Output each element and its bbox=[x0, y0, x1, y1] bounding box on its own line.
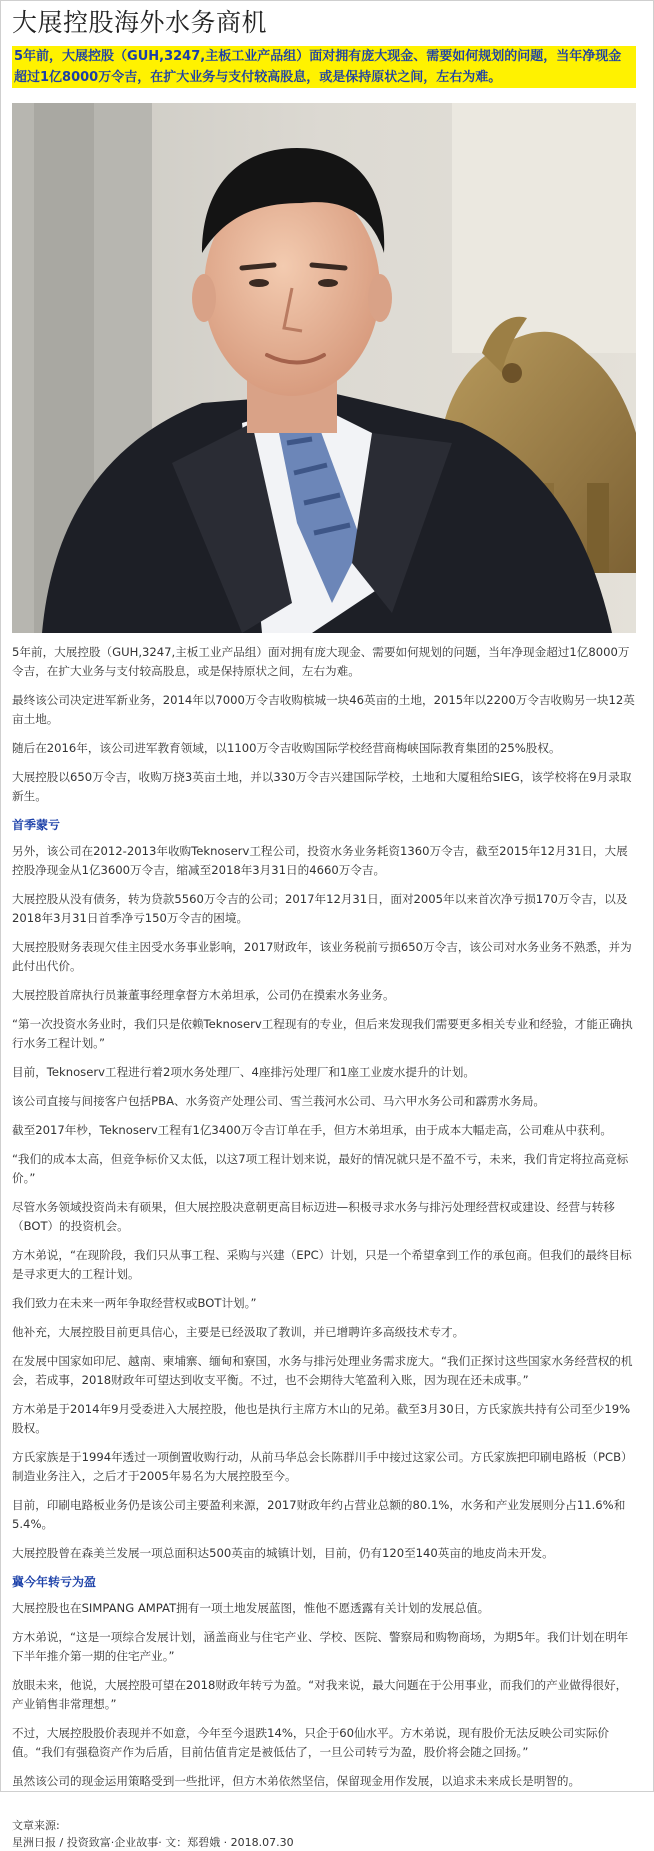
paragraph: 该公司直接与间接客户包括PBA、水务资产处理公司、雪兰莪河水公司、马六甲水务公司和霹雳水务局。 bbox=[12, 1094, 546, 1108]
paragraph: 尽管水务领域投资尚未有硕果，但大展控股决意朝更高目标迈进—积极寻求水务与排污处理经营权或建设、经营与转移（BOT）的投资机会。 bbox=[12, 1200, 615, 1233]
paragraph: 方氏家族是于1994年透过一项倒置收购行动，从前马华总会长陈群川手中接过这家公司。方氏家族把印刷电路板（PCB）制造业务注入，之后才于2005年易名为大展控股至今。 bbox=[12, 1450, 633, 1483]
paragraph: 大展控股财务表现欠佳主因受水务事业影响，2017财政年，该业务税前亏损650万令吉，该公司对水务业务不熟悉，并为此付出代价。 bbox=[12, 940, 632, 973]
paragraph: 方木弟说，“这是一项综合发展计划，涵盖商业与住宅产业、学校、医院、警察局和购物商场，为期5年。我们计划在明年下半年推介第一期的住宅产业。” bbox=[12, 1630, 629, 1663]
paragraph: 大展控股曾在森美兰发展一项总面积达500英亩的城镇计划，目前，仍有120至140英亩的地皮尚未开发。 bbox=[12, 1546, 554, 1560]
paragraph: 最终该公司决定进军新业务，2014年以7000万令吉收购槟城一块46英亩的土地，2015年以2200万令吉收购另一块12英亩土地。 bbox=[12, 693, 635, 726]
paragraph: 不过，大展控股股价表现并不如意，今年至今退跌14%，只企于60仙水平。方木弟说，现有股价无法反映公司实际价值。“我们有强稳资产作为后盾，目前估值肯定是被低估了，一旦公司转亏为盈，股价将会随之回扬。” bbox=[12, 1726, 610, 1759]
section-heading: 首季蒙亏 bbox=[12, 818, 61, 832]
paragraph: 方木弟是于2014年9月受委进入大展控股，他也是执行主席方木山的兄弟。截至3月30日，方氏家族共持有公司至少19%股权。 bbox=[12, 1402, 631, 1435]
paragraph: 大展控股以650万令吉，收购万挠3英亩土地，并以330万令吉兴建国际学校，土地和大厦租给SIEG，该学校将在9月录取新生。 bbox=[12, 770, 632, 803]
paragraph: 目前，印刷电路板业务仍是该公司主要盈利来源，2017财政年约占营业总额的80.1%，水务和产业发展则分占11.6%和5.4%。 bbox=[12, 1498, 626, 1531]
article bbox=[12, 6, 636, 1851]
section-heading: 冀今年转亏为盈 bbox=[12, 1575, 97, 1589]
source-label: 文章来源: bbox=[12, 1819, 60, 1832]
source-line: 星洲日报 / 投资致富·企业故事· 文：郑碧娥 · 2018.07.30 bbox=[12, 1836, 294, 1849]
paragraph: 大展控股也在SIMPANG AMPAT拥有一项土地发展蓝图，惟他不愿透露有关计划的发展总值。 bbox=[12, 1601, 490, 1615]
article-source bbox=[12, 1817, 636, 1851]
paragraph: 另外，该公司在2012-2013年收购Teknoserv工程公司，投资水务业务耗资1360万令吉，截至2015年12月31日，大展控股净现金从1亿3600万令吉，缩减至2018年3月31日的4660万令吉。 bbox=[12, 844, 628, 877]
paragraph: 方木弟说，“在现阶段，我们只从事工程、采购与兴建（EPC）计划，只是一个希望拿到工作的承包商。但我们的最终目标是寻求更大的工程计划。 bbox=[12, 1248, 632, 1281]
paragraph: 目前，Teknoserv工程进行着2项水务处理厂、4座排污处理厂和1座工业废水提升的计划。 bbox=[12, 1065, 475, 1079]
portrait-illustration bbox=[12, 103, 636, 633]
paragraph: 随后在2016年，该公司进军教育领域，以1100万令吉收购国际学校经营商梅峡国际教育集团的25%股权。 bbox=[12, 741, 561, 755]
paragraph: 在发展中国家如印尼、越南、柬埔寨、缅甸和寮国，水务与排污处理业务需求庞大。“我们正探讨这些国家水务经营权的机会，若成事，2018财政年可望达到收支平衡。不过，也不会期待大笔盈利入账，因为现在还未成事。” bbox=[12, 1354, 633, 1387]
paragraph: 他补充，大展控股目前更具信心，主要是已经汲取了教训，并已增聘许多高级技术专才。 bbox=[12, 1325, 465, 1339]
article-title: 大展控股海外水务商机 bbox=[12, 8, 268, 37]
paragraph: 大展控股首席执行员兼董事经理拿督方木弟坦承，公司仍在摸索水务业务。 bbox=[12, 988, 395, 1002]
paragraph: “第一次投资水务业时，我们只是依赖Teknoserv工程现有的专业，但后来发现我们需要更多相关专业和经验，才能正确执行水务工程计划。” bbox=[12, 1017, 633, 1050]
paragraph: 我们致力在未来一两年争取经营权或BOT计划。” bbox=[12, 1296, 257, 1310]
paragraph: 大展控股从没有债务，转为贷款5560万令吉的公司；2017年12月31日，面对2005年以来首次净亏损170万令吉，以及2018年3月31日首季净亏150万令吉的困境。 bbox=[12, 892, 628, 925]
article-lead: 5年前，大展控股（GUH,3247,主板工业产品组）面对拥有庞大现金、需要如何规划的问题，当年净现金超过1亿8000万令吉，在扩大业务与支付较高股息，或是保持原状之间，左右为难。 bbox=[12, 46, 636, 88]
article-body bbox=[12, 643, 636, 1791]
paragraph: 截至2017年杪，Teknoserv工程有1亿3400万令吉订单在手，但方木弟坦承，由于成本大幅走高，公司难从中获利。 bbox=[12, 1123, 612, 1137]
paragraph: 5年前，大展控股（GUH,3247,主板工业产品组）面对拥有庞大现金、需要如何规划的问题，当年净现金超过1亿8000万令吉，在扩大业务与支付较高股息，或是保持原状之间，左右为难。 bbox=[12, 645, 630, 678]
paragraph: 放眼未来，他说，大展控股可望在2018财政年转亏为盈。“对我来说，最大问题在于公用事业，而我们的产业做得很好，产业销售非常理想。” bbox=[12, 1678, 628, 1711]
paragraph: “我们的成本太高，但竞争标价又太低，以这7项工程计划来说，最好的情况就只是不盈不亏，未来，我们肯定将拉高竞标价。” bbox=[12, 1152, 629, 1185]
paragraph: 虽然该公司的现金运用策略受到一些批评，但方木弟依然坚信，保留现金用作发展，以追求未来成长是明智的。 bbox=[12, 1774, 581, 1788]
portrait-photo bbox=[12, 103, 636, 633]
